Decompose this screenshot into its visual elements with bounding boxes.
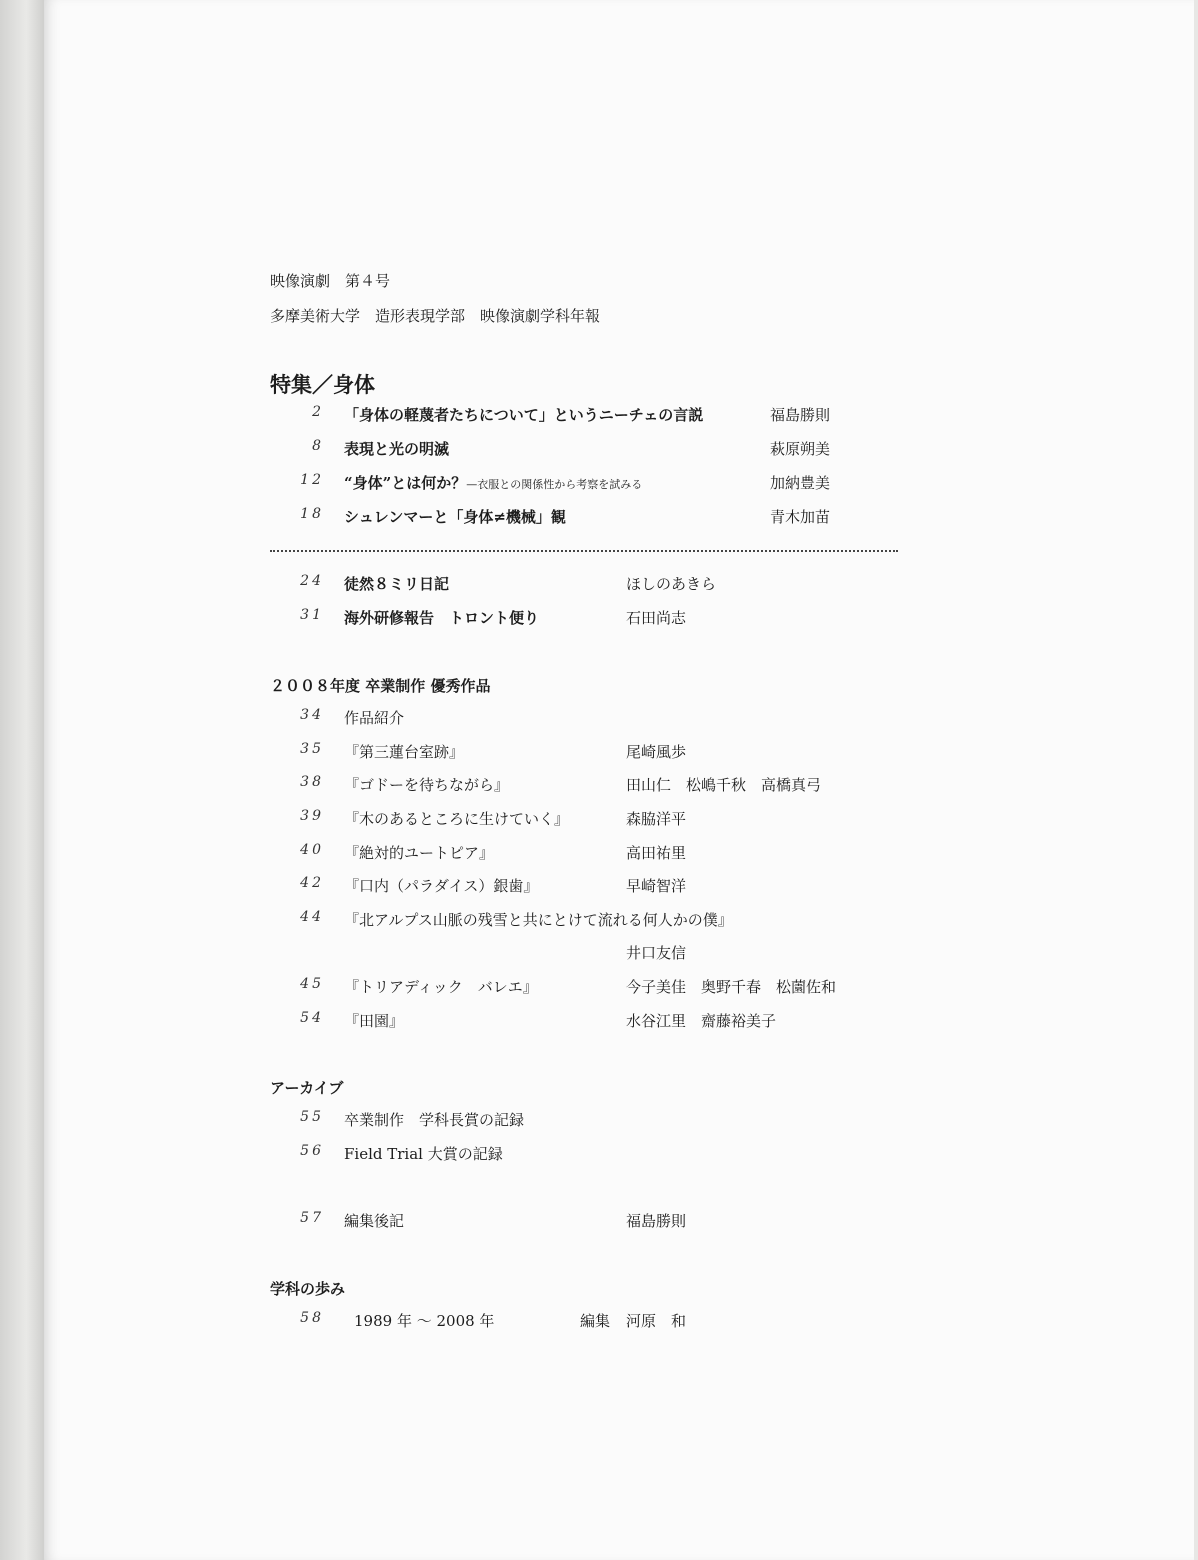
- toc-entry[interactable]: [270, 438, 910, 460]
- toc-entry[interactable]: [270, 741, 910, 763]
- entry-author: 早崎智洋: [626, 877, 687, 895]
- page-number: 2: [312, 404, 324, 420]
- toc-entry[interactable]: [270, 1109, 910, 1131]
- entry-author: 高田祐里: [626, 844, 687, 862]
- entry-title: 『絶対的ユートピア』: [344, 844, 495, 862]
- entry-subtitle: —衣服との関係性から考察を試みる: [466, 478, 643, 491]
- toc-entry[interactable]: [270, 404, 910, 426]
- page-number: 12: [300, 472, 324, 488]
- entry-title: シュレンマーと「身体≠機械」観: [344, 508, 566, 526]
- graduation-section-title: ２００８年度 卒業制作 優秀作品: [270, 677, 491, 695]
- entry-author: ほしのあきら: [626, 575, 717, 593]
- page-number: 55: [300, 1109, 324, 1125]
- page-number: 57: [300, 1210, 324, 1226]
- entry-editor: 河原 和: [626, 1312, 687, 1330]
- page-number: 45: [300, 976, 324, 992]
- archive-section-title: アーカイブ: [270, 1079, 344, 1097]
- entry-author: 田山仁 松嶋千秋 高橋真弓: [626, 776, 822, 794]
- toc-entry[interactable]: [270, 1210, 910, 1232]
- entry-author: 水谷江里 齋藤裕美子: [626, 1012, 777, 1030]
- toc-entry[interactable]: [270, 506, 910, 528]
- entry-title: 『北アルプス山脈の残雪と共にとけて流れる何人かの僕』: [344, 911, 733, 929]
- page-number: 38: [300, 774, 324, 790]
- entry-title: 徒然８ミリ日記: [344, 575, 450, 593]
- entry-author: 今子美佳 奥野千春 松薗佐和: [626, 978, 837, 996]
- page-number: 44: [300, 909, 324, 925]
- feature-section-title: 特集／身体: [270, 372, 375, 397]
- entry-title: 「身体の軽蔑者たちについて」というニーチェの言説: [344, 406, 704, 424]
- entry-title: 『トリアディック バレエ』: [344, 978, 538, 996]
- entry-title: 『木のあるところに生けていく』: [344, 810, 570, 828]
- entry-author: 青木加苗: [770, 508, 831, 526]
- toc-entry-author-line: [270, 942, 910, 964]
- entry-title: Field Trial 大賞の記録: [344, 1145, 503, 1163]
- toc-entry[interactable]: [270, 1143, 910, 1165]
- page-number: 54: [300, 1010, 324, 1026]
- entry-author: 萩原朔美: [770, 440, 831, 458]
- entry-title: 編集後記: [344, 1212, 405, 1230]
- entry-title: [344, 472, 642, 493]
- page-number: 31: [300, 607, 324, 623]
- entry-author: 森脇洋平: [626, 810, 687, 828]
- toc-entry[interactable]: [270, 808, 910, 830]
- entry-author: 石田尚志: [626, 609, 687, 627]
- page-number: 34: [300, 707, 324, 723]
- page-number: 42: [300, 875, 324, 891]
- entry-main-title: “身体”とは何か？: [344, 474, 467, 492]
- page-number: 40: [300, 842, 324, 858]
- binding-spine: [0, 0, 48, 1560]
- journal-title: 映像演劇 第４号: [270, 272, 391, 290]
- page-number: 35: [300, 741, 324, 757]
- publisher-line: 多摩美術大学 造形表現学部 映像演劇学科年報: [270, 307, 601, 325]
- toc-entry[interactable]: [270, 976, 910, 998]
- entry-title: 作品紹介: [344, 709, 405, 727]
- entry-author: 福島勝則: [626, 1212, 687, 1230]
- toc-entry[interactable]: [270, 573, 910, 595]
- toc-entry[interactable]: [270, 707, 910, 729]
- history-section-title: 学科の歩み: [270, 1280, 346, 1298]
- entry-author: 井口友信: [626, 944, 687, 962]
- entry-author: 尾崎風歩: [626, 743, 687, 761]
- toc-entry[interactable]: [270, 774, 910, 796]
- page-number: 39: [300, 808, 324, 824]
- page-number: 18: [300, 506, 324, 522]
- toc-entry[interactable]: [270, 607, 910, 629]
- toc-entry[interactable]: [270, 909, 910, 931]
- entry-title: 1989 年 ～ 2008 年: [354, 1312, 495, 1330]
- entry-author: 福島勝則: [770, 406, 831, 424]
- table-of-contents: [270, 0, 970, 1400]
- entry-title: 卒業制作 学科長賞の記録: [344, 1111, 525, 1129]
- entry-title: 『田園』: [344, 1012, 405, 1030]
- dotted-divider: [270, 550, 898, 552]
- toc-entry[interactable]: [270, 875, 910, 897]
- page-number: 56: [300, 1143, 324, 1159]
- editor-label: 編集: [580, 1312, 611, 1330]
- entry-title: 『口内（パラダイス）銀歯』: [344, 877, 539, 895]
- page-number: 24: [300, 573, 324, 589]
- entry-title: 海外研修報告 トロント便り: [344, 609, 540, 627]
- entry-title: 『第三蓮台室跡』: [344, 743, 465, 761]
- page-number: 8: [312, 438, 324, 454]
- page-number: 58: [300, 1310, 324, 1326]
- entry-title: 表現と光の明滅: [344, 440, 450, 458]
- toc-entry[interactable]: [270, 472, 910, 494]
- toc-entry[interactable]: [270, 1310, 910, 1332]
- entry-title: 『ゴドーを待ちながら』: [344, 776, 510, 794]
- document-page: [44, 0, 1194, 1560]
- entry-author: 加納豊美: [770, 474, 831, 492]
- toc-entry[interactable]: [270, 842, 910, 864]
- toc-entry[interactable]: [270, 1010, 910, 1032]
